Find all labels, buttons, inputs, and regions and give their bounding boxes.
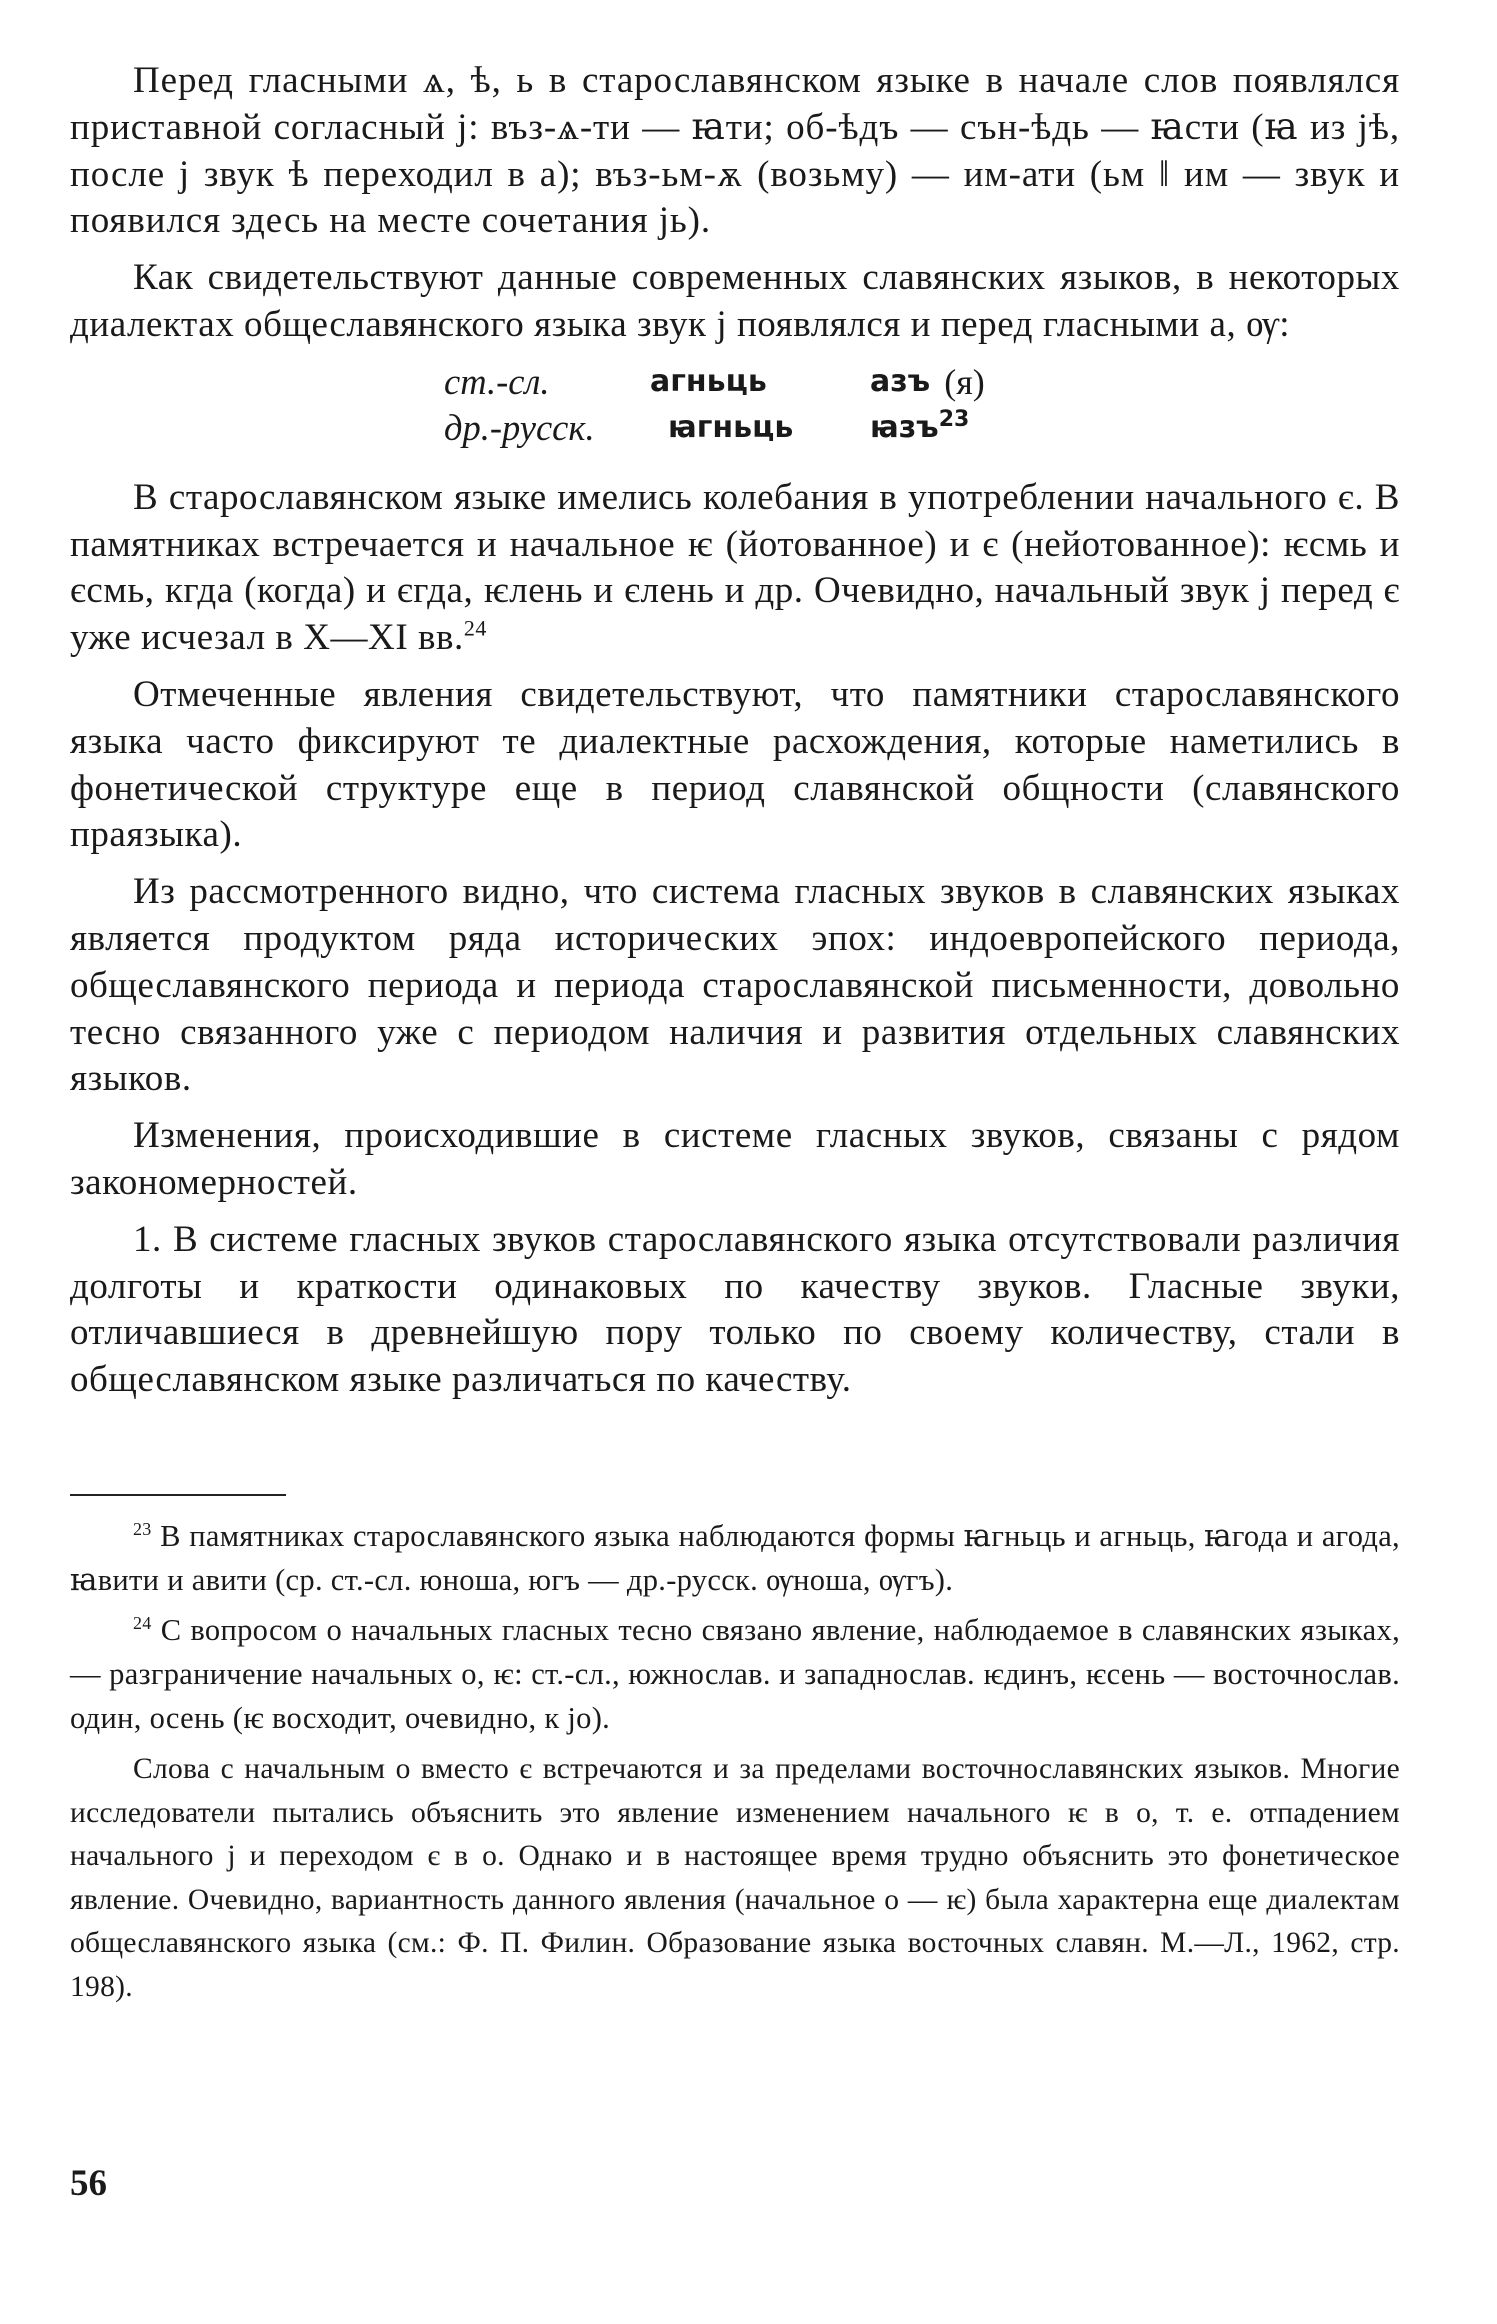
example-row [444,359,1400,405]
paragraph-2: Как свидетельствуют данные современных славянских языков, в некоторых диалектах общеславянского языка звук j появлялся и перед гласными а, ѹ: [70,257,1400,345]
footnote-ref: 24 [463,615,487,641]
footnotes [70,1514,1400,2009]
footnote-divider [70,1494,286,1496]
footnote-24: $^{24}$ С вопросом о начальных гласных тесно связано явление, наблюдаемое в славянских языках, — разграничение начальных о, ѥ: ст.-сл., южнослав. и западнослав. ѥдинъ, ѥсень — восточнослав. один, осень (ѥ восходит, очевидно, к jo). [70,1612,1400,1735]
paragraph-1: Перед гласными ѧ, ѣ, ь в старославянском языке в начале слов появлялся приставной согласный j: въз-ѧ-ти — ꙗти; об-ѣдъ — сън-ѣдь — ꙗсти (ꙗ из jѣ, после j звук ѣ переходил в а); въз-ьм-ѫ (возьму) — им-ати (ьм ‖ им — звук и появился здесь на месте сочетания jь). [70,60,1400,242]
example-gloss: (я) [944,361,985,402]
paragraph-3: В старославянском языке имелись колебания в употреблении начального є. В памятниках встречается и начальное ѥ (йотованное) и є (нейотованное): ѥсмь и єсмь, кгда (когда) и єгда, ѥлень и єлень и др. Очевидно, начальный звук j перед є уже исчезал в X—XI вв.$^{24}$ [70,476,1400,659]
paragraph-5: Из рассмотренного видно, что система гласных звуков в славянских языках является продуктом ряда исторических эпох: индоевропейского периода, общеславянского периода и периода старославянской письменности, довольно тесно связанного уже с периодом наличия и развития отдельных славянских языков. [70,871,1400,1100]
paragraph-6: Изменения, происходившие в системе гласных звуков, связаны с рядом закономерностей. [70,1115,1400,1203]
example-row [444,405,1400,451]
example-word: ꙗгньць [668,409,794,445]
footnote-24-continuation: Слова с начальным о вместо є встречаются и за пределами восточнославянских языков. Многие исследователи пытались объяснить это явление изменением начального ѥ в о, т. е. отпадением начального j и переходом є в о. Однако и в настоящее время трудно объяснить это фонетическое явление. Очевидно, вариантность данного явления (начальное о — ѥ) была характерна еще диалектам общеславянского языка (см.: Ф. П. Филин. Образование языка восточных славян. М.—Л., 1962, стр. 198). [70,1753,1400,2003]
example-word: ꙗзъ$^{23}$ [870,406,970,445]
example-word: азъ [870,363,931,399]
paragraph-7: 1. В системе гласных звуков старославянского языка отсутствовали различия долготы и краткости одинаковых по качеству звуков. Гласные звуки, отличавшиеся в древнейшую пору только по своему количеству, стали в общеславянском языке различаться по качеству. [70,1218,1400,1401]
footnote-23: $^{23}$ В памятниках старославянского языка наблюдаются формы ꙗгньць и агньць, ꙗгода и агода, ꙗвити и авити (ср. ст.-сл. юноша, югъ — др.-русск. ѹноша, ѹгъ). [70,1518,1400,1597]
page-number: 56 [70,2163,107,2204]
example-lang: ст.-сл. [444,360,550,402]
example-table [444,359,1400,451]
example-word: агньць [650,363,767,399]
footnote-ref: 23 [938,406,970,432]
paragraph-4: Отмеченные явления свидетельствуют, что памятники старославянского языка часто фиксируют те диалектные расхождения, которые наметились в фонетической структуре еще в период славянской общности (славянского праязыка). [70,673,1400,856]
main-text [70,58,1400,1404]
example-lang: др.-русск. [444,406,595,448]
